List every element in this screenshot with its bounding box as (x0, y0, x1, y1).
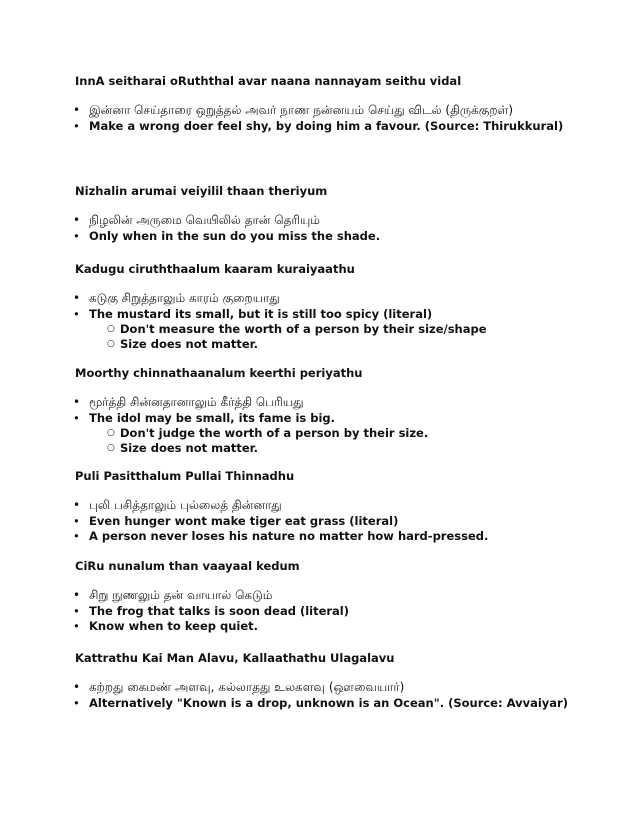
tamil-text: • கடுகு சிறுத்தாலும் காரம் குறையாது (75, 289, 598, 307)
proverb-bullets (75, 289, 598, 352)
proverb-heading: Kadugu ciruththaalum kaaram kuraiyaathu (75, 262, 355, 276)
sub-meaning: ○ Don't judge the worth of a person by their size. (75, 426, 598, 441)
english-meaning: • The idol may be small, its fame is big. (75, 411, 598, 426)
proverb-bullets (75, 586, 598, 634)
proverb-heading: Puli Pasitthalum Pullai Thinnadhu (75, 469, 295, 483)
sub-meaning: ○ Size does not matter. (75, 337, 598, 352)
proverb-heading: InnA seitharai oRuththal avar naana nannayam seithu vidal (75, 74, 462, 88)
english-meaning: • Make a wrong doer feel shy, by doing him a favour. (Source: Thirukkural) (75, 119, 598, 134)
proverb-heading: Moorthy chinnathaanalum keerthi periyathu (75, 366, 363, 380)
sub-meaning: ○ Size does not matter. (75, 441, 598, 456)
proverb-section (75, 365, 598, 456)
proverb-section (75, 261, 598, 352)
english-meaning: • Even hunger wont make tiger eat grass (literal) (75, 514, 598, 529)
proverb-bullets (75, 101, 598, 134)
proverb-section (75, 650, 598, 711)
english-meaning: • The frog that talks is soon dead (literal) (75, 604, 598, 619)
tamil-text: • நிழலின் அருமை வெயிலில் தான் தெரியும் (75, 211, 598, 229)
english-meaning: • Alternatively "Known is a drop, unknown is an Ocean". (Source: Avvaiyar) (75, 696, 598, 711)
tamil-text: • இன்னா செய்தாரை ஒறுத்தல் அவர் நாண நன்னயம் செய்து விடல் (திருக்குறள்) (75, 101, 598, 119)
proverb-heading: Kattrathu Kai Man Alavu, Kallaathathu Ulagalavu (75, 651, 395, 665)
proverb-bullets (75, 678, 598, 711)
tamil-text: • கற்றது கைமண் அளவு, கல்லாதது உலகளவு (ஔவையார்) (75, 678, 598, 696)
proverb-section (75, 183, 598, 244)
sub-meaning: ○ Don't measure the worth of a person by their size/shape (75, 322, 598, 337)
proverb-section (75, 468, 598, 544)
proverb-bullets (75, 393, 598, 456)
proverb-bullets (75, 211, 598, 244)
tamil-text: • புலி பசித்தாலும் புல்லைத் தின்னாது (75, 496, 598, 514)
tamil-text: • சிறு நுணலும் தன் வாயால் கெடும் (75, 586, 598, 604)
english-meaning: • The mustard its small, but it is still too spicy (literal) (75, 307, 598, 322)
proverb-bullets (75, 496, 598, 544)
english-meaning: • Know when to keep quiet. (75, 619, 598, 634)
proverb-heading: Nizhalin arumai veiyilil thaan theriyum (75, 184, 328, 198)
proverb-section (75, 558, 598, 634)
english-meaning: • A person never loses his nature no matter how hard-pressed. (75, 529, 598, 544)
tamil-text: • மூர்த்தி சின்னதானாலும் கீர்த்தி பெரியது (75, 393, 598, 411)
proverb-heading: CiRu nunalum than vaayaal kedum (75, 559, 300, 573)
proverb-section (75, 73, 598, 134)
english-meaning: • Only when in the sun do you miss the shade. (75, 229, 598, 244)
